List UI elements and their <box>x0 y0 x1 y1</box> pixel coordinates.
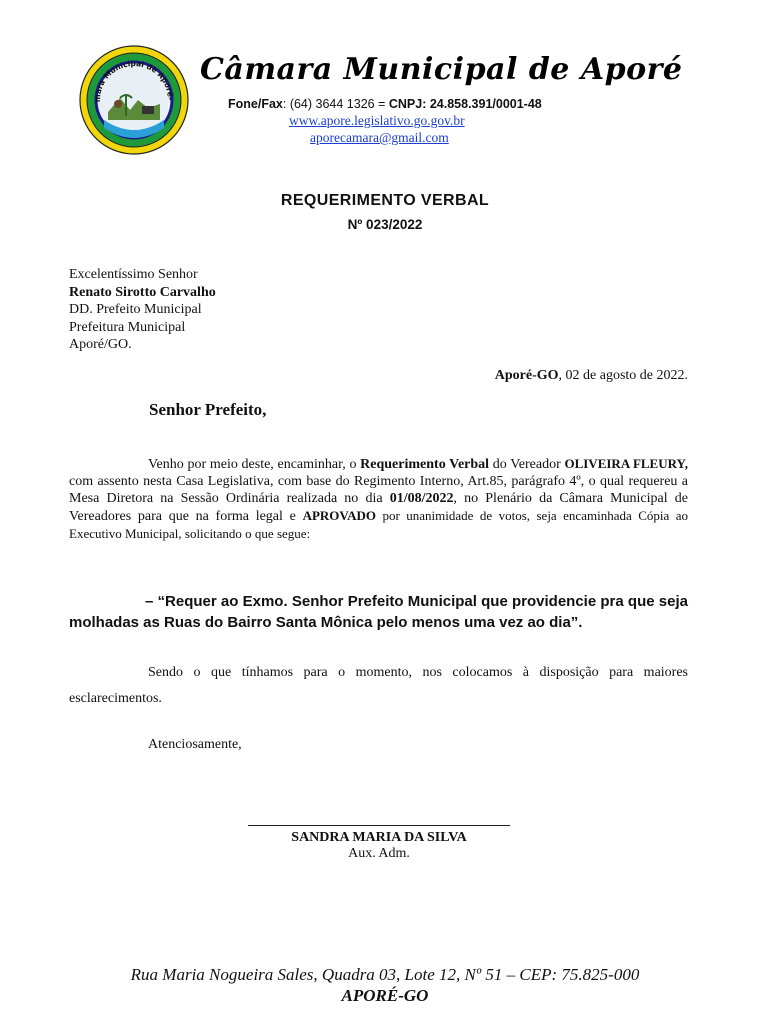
svg-text:Câmara Municipal de Aporé-GO: mara Municipal de Aporé- <box>92 58 176 103</box>
signatory-role: Aux. Adm. <box>348 846 410 861</box>
signatory-name: SANDRA MARIA DA SILVA <box>291 830 467 845</box>
salutation: Senhor Prefeito, <box>149 400 267 419</box>
addressee-city: Aporé/GO. <box>69 337 132 352</box>
cnpj-number: CNPJ: 24.858.391/0001-48 <box>388 97 542 111</box>
addressee-institution: Prefeitura Municipal <box>69 319 186 335</box>
website-link[interactable]: www.apore.legislativo.go.gov.br <box>289 113 465 128</box>
addressee-title: DD. Prefeito Municipal <box>69 302 202 317</box>
document-number: Nº 023/2022 <box>347 217 423 232</box>
signature-line <box>248 825 510 826</box>
addressee-block <box>69 266 216 354</box>
date-place: Aporé-GO <box>494 368 559 383</box>
body-text-5: por unanimidade de votos, seja encaminhada Cópia ao Executivo Municipal, solicitando o que segue: <box>69 508 688 541</box>
document-title: REQUERIMENTO VERBAL <box>280 192 490 209</box>
email-link[interactable]: aporecamara@gmail.com <box>310 130 449 145</box>
body-highlight-request: Requerimento Verbal <box>360 457 490 472</box>
regards: Atenciosamente, <box>148 737 242 752</box>
body-text-3: com assento nesta Casa Legislativa, com base do Regimento Interno, Art.85, parágrafo 4º, o qual requereu a Mesa Diretora na Sessão Ordinária realizada no dia <box>69 474 688 506</box>
body-approved: APROVADO <box>302 508 376 523</box>
request-text: – “Requer ao Exmo. Senhor Prefeito Municipal que providencie pra que seja molhadas as Ruas do Bairro Santa Mônica pelo menos uma vez ao dia”. <box>69 593 688 631</box>
date-text: , 02 de agosto de 2022. <box>558 368 688 383</box>
addressee-greeting: Excelentíssimo Senhor <box>69 267 198 282</box>
addressee-name: Renato Sirotto Carvalho <box>69 284 216 300</box>
closing-paragraph: Sendo o que tínhamos para o momento, nos colocamos à disposição para maiores esclarecimentos. <box>69 665 688 706</box>
body-text-1: Venho por meio deste, encaminhar, o <box>148 457 361 472</box>
footer-address: Rua Maria Nogueira Sales, Quadra 03, Lote 12, Nº 51 – CEP: 75.825-000 <box>130 965 640 984</box>
phone-number: : (64) 3644 1326 = <box>282 97 389 111</box>
chamber-title: Câmara Municipal de Aporé <box>200 52 683 87</box>
chamber-seal-logo <box>78 44 190 156</box>
body-session-date: 01/08/2022 <box>389 491 454 506</box>
body-councilor-name: OLIVEIRA FLEURY, <box>564 456 688 471</box>
footer-city: APORÉ-GO <box>341 986 429 1005</box>
body-paragraph <box>69 455 688 543</box>
body-text-4: , no Plenário da Câmara Municipal de Vereadores para que na forma legal e <box>69 491 689 524</box>
body-text-2: do Vereador <box>489 457 565 472</box>
phone-label: Fone/Fax <box>228 97 283 111</box>
document-date <box>495 368 688 384</box>
contact-line <box>228 97 542 111</box>
